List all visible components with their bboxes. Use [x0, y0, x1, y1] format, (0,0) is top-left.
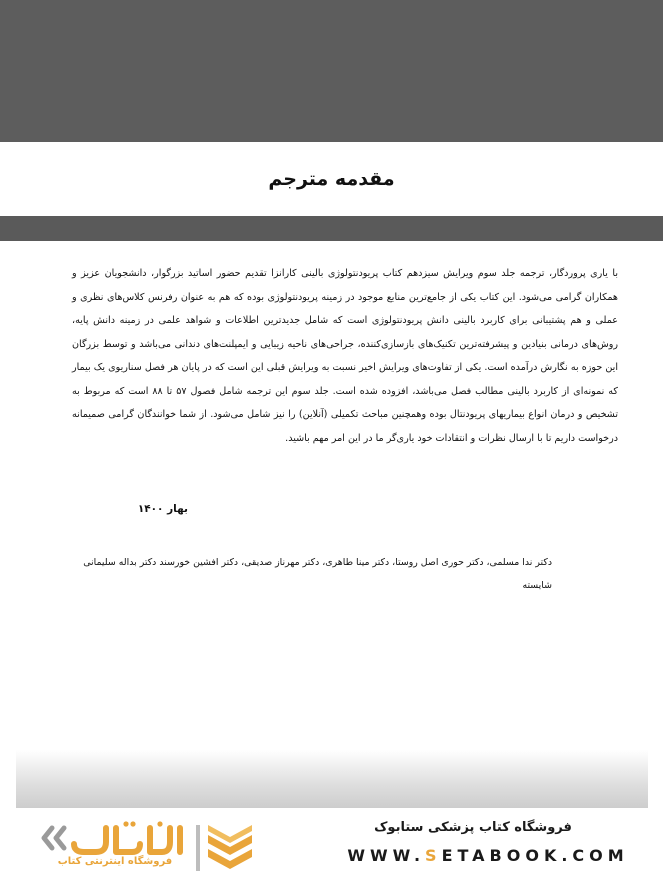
store-url[interactable]	[338, 846, 638, 865]
store-url-rest: ETABOOK.COM	[441, 846, 629, 865]
page-bottom-shadow	[16, 750, 648, 808]
mid-gray-band	[0, 216, 663, 241]
date-line: بهار ۱۴۰۰	[137, 503, 188, 515]
setabook-logo-mark-icon	[196, 823, 254, 873]
store-url-accent: S	[425, 846, 442, 865]
body-paragraph: با یاری پروردگار، ترجمه جلد سوم ویرایش سیزدهم کتاب پریودنتولوژی بالینی کارانزا تقدیم حضور اساتید بزرگوار، دانشجویان عزیز و همکاران گرامی می‌شود. این کتاب یکی از جامع‌ترین منابع موجود در زمینه پریودنتولوژی بوده که هم به عنوان رفرنس کلاس‌های نظری و عملی و هم پشتیبانی برای کاربرد بالینی دانش پریودنتولوژی است که شامل جدیدترین اطلاعات و شواهد علمی در زمینه دانش پایه، روش‌های درمانی بنیادین و پیشرفته‌ترین تکنیک‌های بازسازی‌کننده، جراحی‌های ناحیه زیبایی و ایمپلنت‌های دندانی می‌باشد و توسط بزرگان این حوزه به نگارش درآمده است. یکی از تفاوت‌های ویرایش اخیر نسبت به ویرایش قبلی این است که در پایان هر فصل سناریوی یک بیمار که نمونه‌ای از کاربرد بالینی مطالب فصل می‌باشد، افزوده شده است. جلد سوم این ترجمه شامل فصول ۵۷ تا ۸۸ است که مربوط به تشخیص و درمان انواع بیماریهای پریودنتال بوده وهمچنین مباحث تکمیلی (آنلاین) را نیز شامل می‌شود. از شما خوانندگان گرامی صمیمانه درخواست داریم تا با ارسال نظرات و انتقادات خود یاری‌گر ما در این امر مهم باشید.	[72, 268, 619, 444]
logo-tagline: فروشگاه اینترنتی کتاب	[57, 856, 173, 867]
store-url-prefix: WWW.	[347, 846, 426, 865]
translators-list: دکتر ندا مسلمی، دکتر حوری اصل روستا، دکتر مینا طاهری، دکتر مهرناز صدیقی، دکتر افشین خورسند دکتر بداله سلیمانی شایسته	[83, 557, 552, 591]
store-name: فروشگاه کتاب پزشکی ستابوک	[374, 820, 572, 835]
chapter-title: مقدمه مترجم	[268, 168, 395, 190]
setabook-wordmark-icon	[36, 818, 188, 858]
top-gray-band	[0, 0, 663, 142]
